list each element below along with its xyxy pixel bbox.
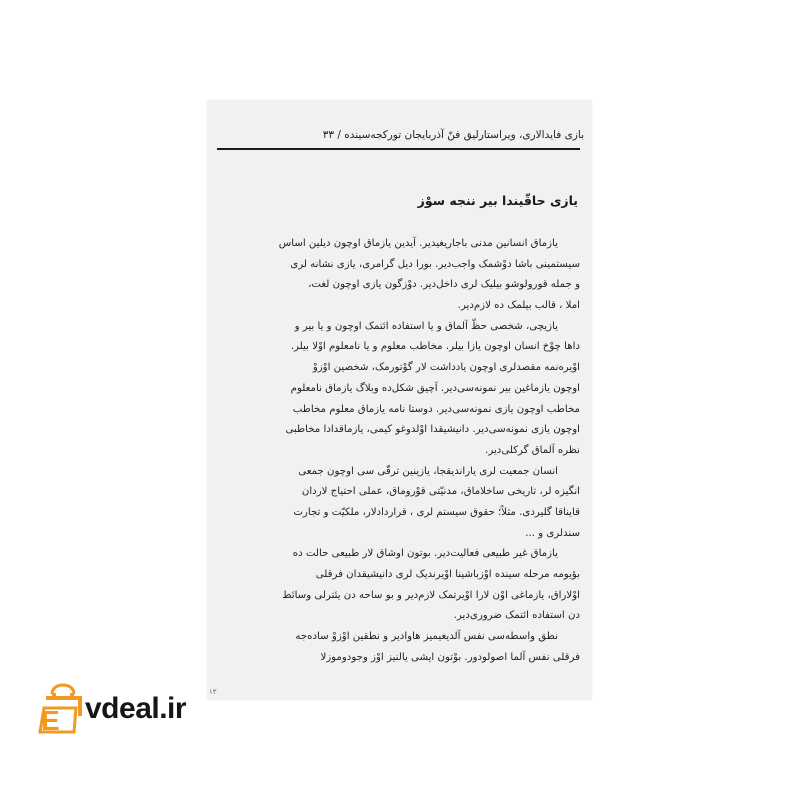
- text-line: انسان جمعیت لری یاراندیقجا، یازینین ترقّی سی اوچون جمعی: [298, 465, 558, 477]
- text-line: سیستمینی باشا دوْشمک واجب‌دیر. بورا دیل گرامری، یازی نشانه لری: [290, 258, 580, 270]
- text-line: یازماق غیر طبیعی فعالیت‌دیر. بوتون اوشاق لار طبیعی حالت ده: [292, 548, 558, 560]
- section-title: یازی حاقّیندا بیر ننجه سوْز: [417, 193, 578, 208]
- text-line: داها چوْخ انسان اوچون یازا بیلر. مخاطب معلوم و یا نامعلوم اوْلا بیلر.: [290, 341, 580, 353]
- running-head: بازی فایدالاری، ویراستارلیق فنّ آذربایجان تورکجه‌سینده / ۳۳: [322, 129, 584, 141]
- text-line: املا ، قالب بیلمک ده لازم‌دیر.: [457, 300, 580, 312]
- header-rule: [217, 148, 580, 150]
- corner-mark: ۱۳: [209, 688, 217, 696]
- text-line: و جمله قورولوشو بیلیک لری داخل‌دیر. دوْزگون یازی اوچون لغت،: [308, 279, 580, 291]
- text-line: اوْیره‌نمه مقصدلری اوچون یادداشت لار گوْتورمک، شخصین اوْزوْ: [312, 362, 580, 374]
- text-line: اوچون یازماغین بیر نمونه‌سی‌دیر. آچیق شکل‌ده وبلاگ یازماق نامعلوم: [290, 382, 580, 394]
- text-line: یازیچی، شخصی حظّ آلماق و یا استفاده ائتمک اوچون و یا بیر و: [294, 320, 558, 332]
- shopping-bag-icon: [32, 680, 92, 742]
- text-line: دن استفاده ائتمک ضروری‌دیر.: [453, 610, 580, 622]
- text-line: انگیزه لر، تاریخی ساخلاماق، مدنیّتی قوْروماق، عملی احتیاج لاردان: [301, 486, 580, 498]
- body-text: [219, 234, 580, 668]
- text-line: قایناقا گلیردی. مثلاً؛ حقوق سیستم لری ، قراردادلار، ملکیّت و تجارت: [293, 506, 580, 518]
- brand-letter: E: [41, 705, 60, 736]
- text-line: اوْلاراق، یازماغی اوْن لارا اوْیرتمک لازم‌دیر و بو ساحه دن یئترلی وسائط: [282, 589, 580, 601]
- text-line: نظره آلماق گرکلی‌دیر.: [485, 444, 580, 456]
- logo-wordmark: vdeal.ir: [85, 692, 187, 725]
- text-line: یازماق انسانین مدنی باجاریغیدیر. آیدین یازماق اوچون دیلین اساس: [278, 238, 558, 249]
- text-line: نطق واسطه‌سی نفس آلدیغیمیز هاوادیر و نطقین اوْزوْ ساده‌جه: [295, 631, 558, 643]
- book-page: [207, 100, 592, 700]
- text-line: فرقلی نفس آلما اصولودور. بوْتون ایشی یالنیز اوْز وجودوموزلا: [320, 651, 580, 663]
- text-line: بؤیومه مرحله سینده اوْزباشینا اوْیرندیک لری دانیشیقدان فرقلی: [315, 569, 580, 580]
- text-line: اوچون یازی نمونه‌سی‌دیر. دانیشیقدا اوْلدوغو کیمی، یازماقدادا مخاطبی: [285, 424, 580, 436]
- text-line: مخاطب اوچون یازی نمونه‌سی‌دیر. دوستا نامه یازماق معلوم مخاطب: [292, 403, 580, 415]
- evdeal-logo: [32, 680, 187, 742]
- text-line: سندلری و ...: [525, 527, 580, 539]
